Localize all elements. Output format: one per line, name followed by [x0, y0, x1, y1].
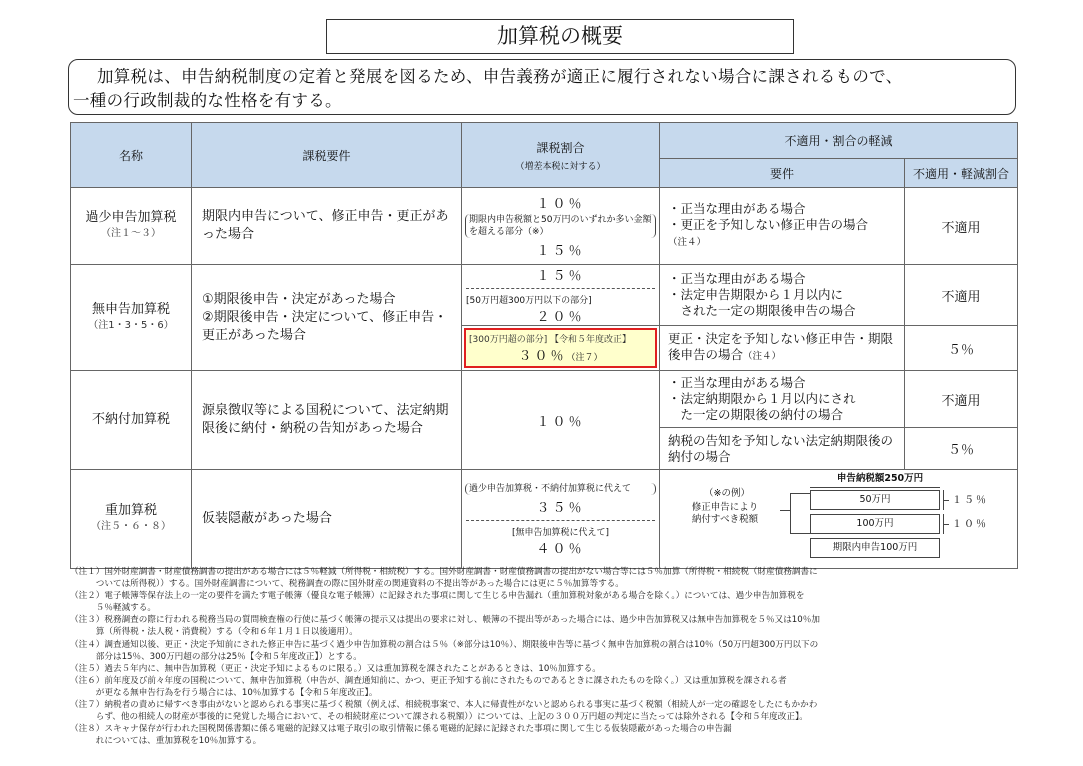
- table-row-mushinkoku: [71, 265, 1018, 326]
- intro-box: [68, 59, 1016, 115]
- footnote-line: 算（所得税・法人税・消費税）する（令和６年１月１日以後適用）。: [70, 627, 358, 638]
- row-rate-funofu: １０％: [462, 371, 660, 470]
- row-condition-mushinkoku-1: ・正当な理由がある場合 ・法定申告期限から１月以内に された一定の期限後申告の場合: [660, 265, 905, 326]
- highlight-label: [300万円超の部分] 【令和５年度改正】: [469, 335, 632, 345]
- rate-value: ３０％: [518, 349, 567, 364]
- row-reduce-funofu-1: 不適用: [905, 371, 1018, 428]
- condition-note: （注４）: [668, 237, 707, 248]
- row-rate-mushinkoku: [462, 265, 660, 326]
- diagram-bracket: [943, 524, 949, 525]
- header-exempt-rate: 不適用・軽減割合: [905, 159, 1018, 188]
- row-name-funofu: 不納付加算税: [71, 371, 192, 470]
- row-requirement-juka: 仮装隠蔽があった場合: [192, 470, 462, 569]
- row-condition-kasho: [660, 188, 905, 265]
- kasanzei-table: [70, 122, 1018, 569]
- diagram-box-100: 100万円: [810, 514, 940, 534]
- diagram-bracket: [943, 500, 949, 501]
- rate-value: ２０％: [536, 310, 585, 325]
- footnote-line: （注７）納税者の責めに帰すべき事由がないと認められる事実に基づく税額（例えば、相続税事案で、本人に帰責性がないと認められる事実に基づく税額（相続人が一定の確認をしたにもかかわ: [70, 700, 818, 711]
- diagram-example-label: （※の例）: [704, 488, 750, 499]
- note-label: （注1・3・5・6）: [88, 319, 174, 331]
- rate-note: （注７）: [566, 353, 603, 363]
- row-name-mushinkoku: [71, 265, 192, 371]
- header-rate-label: 課税割合: [536, 140, 585, 155]
- example-diagram-cell: [660, 470, 1018, 569]
- footnote-line: らず、他の相続人の財産が事後的に発覚した場合において、その相続財産について課される税額））については、上記の３００万円超の判定に当たっては除外される【令和５年度改正】。: [70, 712, 808, 723]
- diagram-rate-15: １５％: [952, 495, 988, 506]
- dashed-divider: [466, 520, 655, 521]
- rate-value: ４０％: [536, 542, 585, 557]
- footnote-line: ついては所得税））する。国外財産調書について、税務調査の際に国外財産の関連資料の不提出等があった場合には更に５％加算等する。: [70, 579, 624, 590]
- rate-bracket-note: [50万円超300万円以下の部分]: [466, 296, 592, 306]
- footnote-line: ５％軽減する。: [70, 603, 156, 614]
- diagram-top-line: [810, 487, 940, 488]
- footnote-line: が更なる無申告行為を行う場合には、10％加算する【令和５年度改正】。: [70, 687, 378, 698]
- rate-value: １５％: [536, 269, 585, 284]
- name-label: 無申告加算税: [91, 301, 170, 317]
- diagram-top-label: 申告納税額250万円: [836, 473, 924, 484]
- row-condition-funofu-1: ・正当な理由がある場合 ・法定納期限から１月以内にされ た一定の期限後の納付の場合: [660, 371, 905, 428]
- row-requirement-mushinkoku: ①期限後申告・決定があった場合 ②期限後申告・決定について、修正申告・更正があった場合: [192, 265, 462, 371]
- row-condition-funofu-2: 納税の告知を予知しない法定納期限後の納付の場合: [660, 428, 905, 470]
- footnote-line: れについては、重加算税を10％加算する。: [70, 736, 262, 747]
- example-diagram: [660, 470, 1017, 568]
- header-exempt-requirement: 要件: [660, 159, 905, 188]
- table-row-kasho: [71, 188, 1018, 265]
- intro-line-1: 加算税は、申告納税制度の定着と発展を図るため、申告義務が適正に履行されない場合に課されるもので、: [97, 67, 903, 86]
- condition-text: ・正当な理由がある場合 ・更正を予知しない修正申告の場合: [668, 201, 869, 232]
- highlight-rate: [469, 345, 652, 364]
- row-rate-kasho: [462, 188, 660, 265]
- dashed-divider: [466, 288, 655, 289]
- header-requirement: 課税要件: [192, 123, 462, 188]
- rate-value: ３５％: [536, 501, 585, 516]
- footnote-line: 部分は15％、300万円超の部分は25％【令和５年度改正】）とする。: [70, 651, 362, 662]
- footnote-line: （注１）国外財産調書・財産債務調書の提出がある場合には５％軽減（所得税・相続税）する。国外財産調書・財産債務調書の提出がない場合等には５％加算（所得税・相続税（財産債務調書に: [70, 567, 818, 577]
- diagram-box-50: 50万円: [810, 490, 940, 510]
- diagram-connector: [790, 493, 791, 533]
- header-rate: [462, 123, 660, 188]
- diagram-connector: [790, 493, 810, 494]
- rate-bracket-note: 期限内申告税額と50万円のいずれか多い金額を超える部分（※）: [465, 214, 656, 238]
- row-condition-mushinkoku-2: [660, 326, 905, 371]
- footnotes: [70, 566, 1020, 747]
- note-label: （注１～３）: [101, 228, 161, 239]
- rate-bracket-note: [無申告加算税に代えて]: [511, 528, 610, 538]
- diagram-left-label: 修正申告により 納付すべき税額: [691, 502, 759, 525]
- row-reduce-funofu-2: ５％: [905, 428, 1018, 470]
- diagram-connector: [790, 533, 810, 534]
- condition-text: 更正・決定を予知しない修正申告・期限後申告の場合: [668, 331, 894, 362]
- name-label: 重加算税: [104, 503, 157, 518]
- note-label: （注５・６・８）: [91, 521, 171, 532]
- table-row-juka: [71, 470, 1018, 569]
- row-reduce-mushinkoku-2: ５％: [905, 326, 1018, 371]
- row-requirement-funofu: 源泉徴収等による国税について、法定納期限後に納付・納税の告知があった場合: [192, 371, 462, 470]
- header-exempt: 不適用・割合の軽減: [660, 123, 1018, 159]
- condition-note: （注４）: [743, 351, 782, 362]
- table-row-funofu: [71, 371, 1018, 428]
- row-rate-juka: [462, 470, 660, 569]
- row-reduce-kasho: 不適用: [905, 188, 1018, 265]
- row-requirement-kasho: 期限内申告について、修正申告・更正があった場合: [192, 188, 462, 265]
- footnote-line: （注８）スキャナ保存が行われた国税関係書類に係る電磁的記録又は電子取引の取引情報に係る電磁的記録に記録された事項に関して生じる仮装隠蔽があった場合の申告漏: [70, 724, 732, 735]
- highlight-box: [464, 328, 657, 368]
- rate-value: １５％: [536, 244, 585, 259]
- name-label: 過少申告加算税: [85, 210, 177, 225]
- diagram-box-bottom: 期限内申告100万円: [810, 538, 940, 558]
- row-name-kasho: [71, 188, 192, 265]
- footnote-line: （注３）税務調査の際に行われる税務当局の質問検査権の行使に基づく帳簿の提示又は提出の要求に対し、帳簿の不提出等があった場合には、過少申告加算税又は無申告加算税を５％又は10％加: [70, 615, 820, 626]
- footnote-line: （注４）調査通知以後、更正・決定予知前にされた修正申告に基づく過少申告加算税の割合は５％（※部分は10％）、期限後申告等に基づく無申告加算税の割合は10％（50万円超300万円以下の: [70, 639, 819, 650]
- footnote-line: （注５）過去５年内に、無申告加算税（更正・決定予知によるものに限る。）又は重加算税を課されたことがあるときは、10％加算する。: [70, 663, 601, 674]
- rate-value: １０％: [536, 197, 585, 212]
- rate-bracket-note: 過少申告加算税・不納付加算税に代えて: [465, 483, 656, 495]
- row-rate-mushinkoku-highlight: [462, 326, 660, 371]
- footnote-line: （注２）電子帳簿等保存法上の一定の要件を満たす電子帳簿（優良な電子帳簿）に記録された事項に関して生じる申告漏れ（重加算税対象がある場合を除く。）については、過少申告加算税を: [70, 591, 805, 602]
- page-title: 加算税の概要: [326, 19, 794, 54]
- header-name: 名称: [71, 123, 192, 188]
- row-reduce-mushinkoku-1: 不適用: [905, 265, 1018, 326]
- footnote-line: （注６）前年度及び前々年度の国税について、無申告加算税（申告が、調査通知前に、かつ、更正予知する前にされたものであるときに課されたものを除く。）又は重加算税を課される者: [70, 675, 787, 686]
- diagram-rate-10: １０％: [952, 519, 988, 530]
- diagram-connector: [780, 510, 790, 511]
- intro-line-2: 一種の行政制裁的な性格を有する。: [73, 91, 342, 110]
- row-name-juka: [71, 470, 192, 569]
- header-rate-sub: （増差本税に対する）: [515, 161, 606, 172]
